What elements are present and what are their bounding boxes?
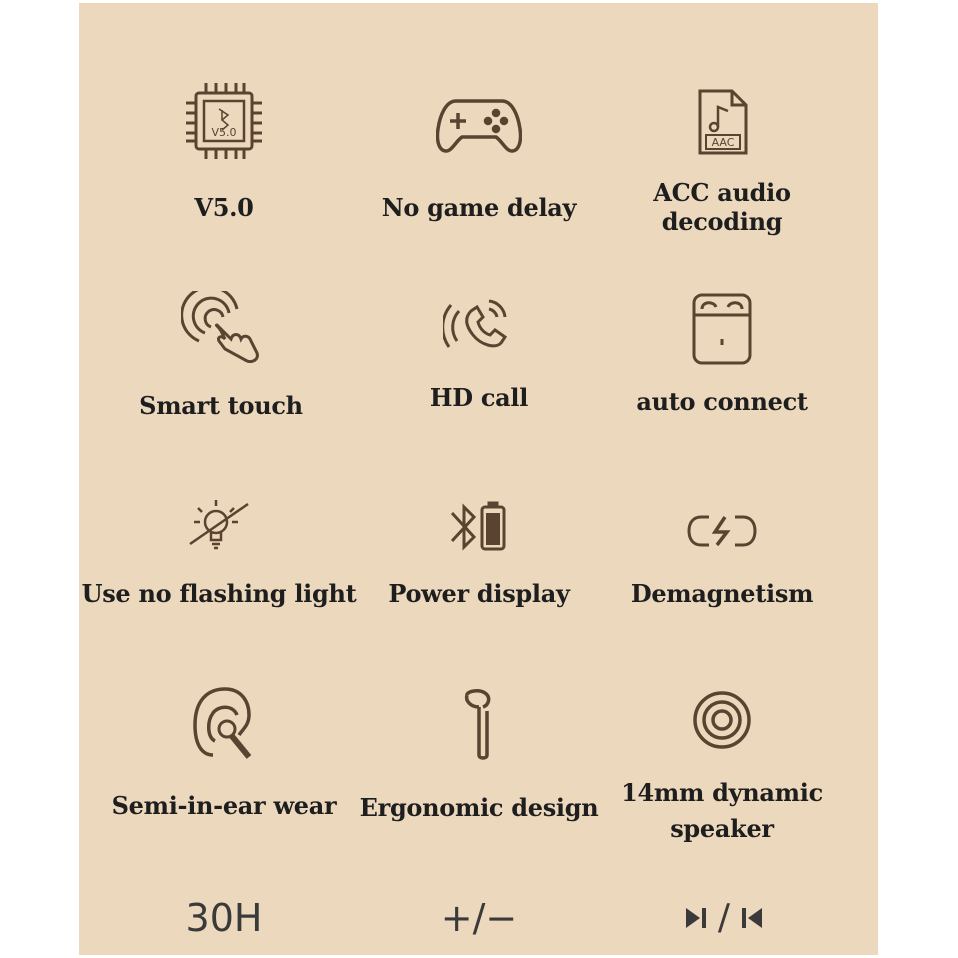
feature-label: auto connect bbox=[636, 387, 808, 416]
earbud-icon bbox=[461, 689, 497, 761]
earbuds-case-icon bbox=[690, 291, 754, 367]
gamepad-icon bbox=[436, 93, 522, 155]
feature-power-display bbox=[339, 491, 619, 691]
label-line: 14mm dynamic bbox=[621, 778, 823, 807]
feature-no-flashing-light bbox=[79, 491, 359, 691]
touch-hand-icon bbox=[181, 291, 261, 363]
feature-label: No game delay bbox=[381, 193, 577, 222]
media-separator: / bbox=[717, 897, 731, 938]
ear-earbud-icon bbox=[193, 685, 255, 763]
chip-text: V5.0 bbox=[211, 126, 237, 139]
phone-call-icon bbox=[443, 297, 515, 357]
feature-label: Demagnetism bbox=[630, 579, 814, 608]
speaker-icon bbox=[691, 689, 753, 751]
feature-dynamic-speaker bbox=[582, 683, 862, 883]
feature-label: Ergonomic design bbox=[359, 793, 599, 822]
feature-label: Use no flashing light bbox=[81, 579, 357, 608]
play-next-icon bbox=[684, 906, 708, 930]
previous-track-icon bbox=[740, 906, 764, 930]
feature-bluetooth-version bbox=[84, 75, 364, 275]
battery-life: 30H bbox=[185, 896, 263, 940]
label-line: ACC audio bbox=[653, 178, 791, 207]
feature-aac-decoding bbox=[582, 75, 862, 275]
bluetooth-chip-icon bbox=[182, 79, 266, 163]
media-controls bbox=[659, 891, 789, 945]
feature-semi-in-ear bbox=[84, 683, 364, 883]
feature-label bbox=[582, 778, 862, 843]
feature-demagnetism bbox=[582, 491, 862, 691]
bluetooth-battery-icon bbox=[446, 501, 512, 553]
file-text: AAC bbox=[711, 136, 735, 149]
feature-label: HD call bbox=[429, 383, 529, 412]
feature-label: Smart touch bbox=[139, 391, 303, 420]
feature-ergonomic bbox=[339, 683, 619, 883]
label-line: decoding bbox=[661, 207, 783, 236]
magnet-charge-icon bbox=[685, 513, 759, 549]
feature-hd-call bbox=[339, 283, 619, 483]
no-light-bulb-icon bbox=[186, 496, 252, 554]
feature-label: Power display bbox=[388, 579, 570, 608]
feature-label: V5.0 bbox=[194, 193, 254, 222]
feature-auto-connect bbox=[582, 283, 862, 483]
feature-smart-touch bbox=[81, 283, 361, 483]
volume-control: +/− bbox=[440, 896, 518, 940]
aac-audio-file-icon bbox=[696, 89, 748, 155]
feature-panel bbox=[79, 3, 878, 955]
feature-label: Semi-in-ear wear bbox=[111, 791, 337, 820]
label-line: speaker bbox=[670, 814, 774, 843]
feature-label bbox=[582, 178, 862, 236]
feature-game-delay bbox=[339, 75, 619, 275]
